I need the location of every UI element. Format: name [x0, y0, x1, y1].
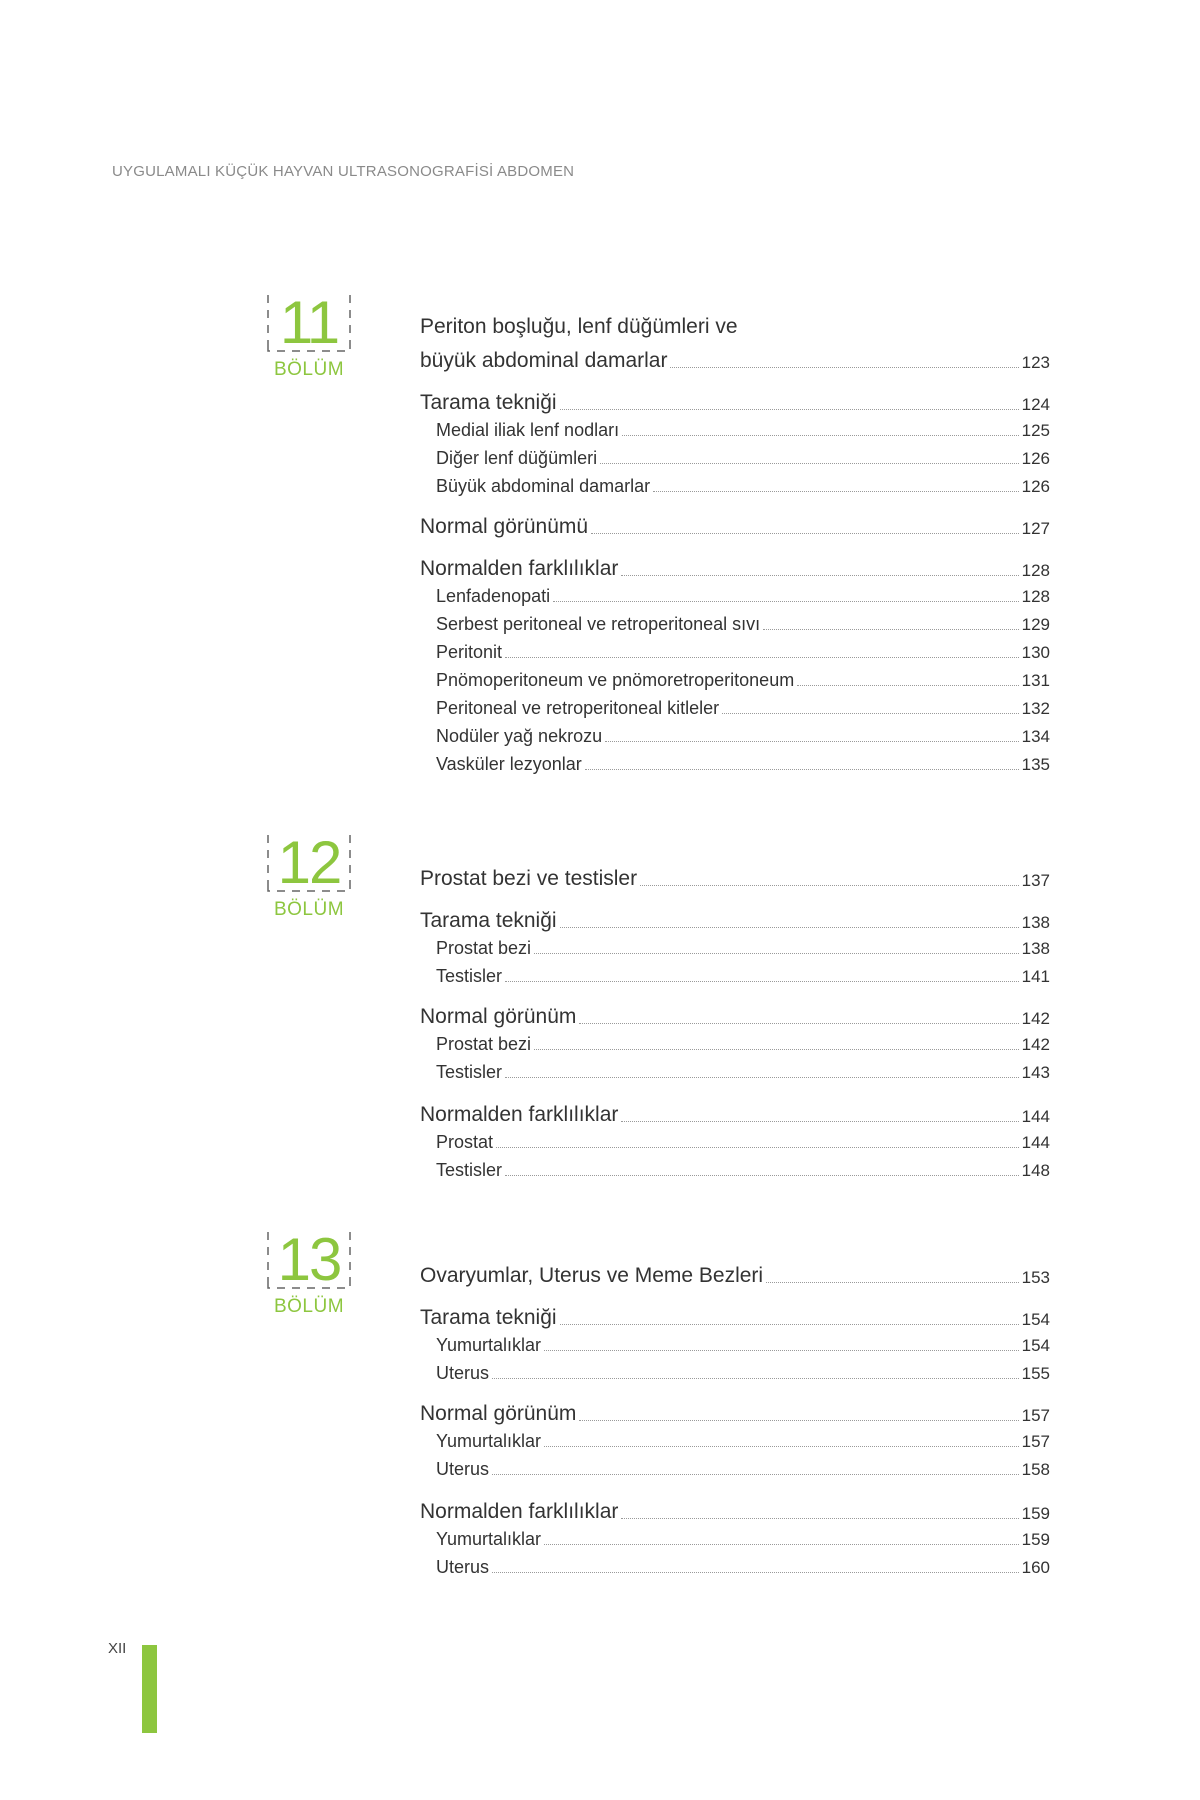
- dot-leader: [492, 1378, 1019, 1379]
- dot-leader: [600, 463, 1019, 464]
- dot-leader: [534, 1049, 1019, 1050]
- chapter-badge: [266, 1226, 352, 1317]
- chapter-number: 11: [279, 289, 339, 356]
- dot-leader: [505, 1077, 1019, 1078]
- dot-leader: [544, 1446, 1019, 1447]
- dot-leader: [763, 629, 1018, 630]
- dot-leader: [670, 367, 1018, 368]
- toc-entry[interactable]: [420, 907, 1050, 933]
- toc-entry[interactable]: [420, 347, 1050, 373]
- toc-entry-title: Medial iliak lenf nodları: [436, 420, 620, 440]
- dot-leader: [492, 1474, 1019, 1475]
- toc-entry-page: 125: [1021, 421, 1050, 440]
- toc-entry-title: Normalden farklılıklar: [420, 1103, 619, 1126]
- toc-entry-page: 142: [1021, 1009, 1050, 1028]
- dot-leader: [640, 885, 1019, 886]
- toc-entry-page: 144: [1021, 1107, 1050, 1126]
- toc-entry-page: 128: [1021, 587, 1050, 606]
- chapter-label: BÖLÜM: [273, 359, 345, 380]
- toc-entry-page: 138: [1021, 939, 1050, 958]
- toc-entry[interactable]: [420, 613, 1050, 635]
- toc-entry-page: 153: [1021, 1268, 1050, 1287]
- toc-entry[interactable]: [420, 447, 1050, 469]
- toc-entry-page: 132: [1021, 699, 1050, 718]
- running-header: UYGULAMALI KÜÇÜK HAYVAN ULTRASONOGRAFİSİ ABDOMEN: [112, 163, 575, 180]
- toc-entry[interactable]: [420, 419, 1050, 441]
- toc-entry-title: Testisler: [436, 966, 503, 986]
- toc-entry[interactable]: [420, 725, 1050, 747]
- dot-leader: [553, 601, 1019, 602]
- toc-entry-title: Ovaryumlar, Uterus ve Meme Bezleri: [420, 1264, 764, 1287]
- dot-leader: [722, 713, 1018, 714]
- toc-entry-title: Prostat bezi ve testisler: [420, 867, 638, 890]
- toc-entry-title: Yumurtalıklar: [436, 1431, 542, 1451]
- toc-entry-page: 137: [1021, 871, 1050, 890]
- toc-entry[interactable]: [420, 1033, 1050, 1055]
- toc-entry-title: Normalden farklılıklar: [420, 1500, 619, 1523]
- toc-entry-page: 128: [1021, 561, 1050, 580]
- toc-entry-page: 160: [1021, 1558, 1050, 1577]
- toc-entry-title: Tarama tekniği: [420, 1306, 557, 1329]
- toc-entry[interactable]: [420, 669, 1050, 691]
- toc-entry[interactable]: [420, 1430, 1050, 1452]
- toc-entry-title: Nodüler yağ nekrozu: [436, 726, 603, 746]
- dot-leader: [621, 575, 1018, 576]
- toc-entry[interactable]: [420, 1304, 1050, 1330]
- dot-leader: [766, 1282, 1019, 1283]
- toc-entry[interactable]: [420, 1556, 1050, 1578]
- toc-entry-page: 142: [1021, 1035, 1050, 1054]
- dot-leader: [560, 927, 1019, 928]
- toc-entry[interactable]: [420, 513, 1050, 539]
- dot-leader: [621, 1121, 1018, 1122]
- toc-entry-page: 154: [1021, 1336, 1050, 1355]
- toc-entry-page: 135: [1021, 755, 1050, 774]
- page-number: XII: [108, 1640, 127, 1657]
- dot-leader: [505, 1175, 1019, 1176]
- toc-entry-page: 143: [1021, 1063, 1050, 1082]
- toc-entry[interactable]: [420, 1528, 1050, 1550]
- toc-entry[interactable]: [420, 555, 1050, 581]
- toc-entry-page: 148: [1021, 1161, 1050, 1180]
- dot-leader: [492, 1572, 1019, 1573]
- toc-entry-page: 138: [1021, 913, 1050, 932]
- dot-leader: [605, 741, 1019, 742]
- toc-entry-title: Normal görünümü: [420, 515, 589, 538]
- toc-entry-page: 129: [1021, 615, 1050, 634]
- chapter-number: 13: [277, 1226, 341, 1293]
- toc-entry[interactable]: [420, 753, 1050, 775]
- toc-entry[interactable]: [420, 1458, 1050, 1480]
- dot-leader: [505, 657, 1019, 658]
- toc-entry-title: Vasküler lezyonlar: [436, 754, 582, 774]
- toc-entry-page: 124: [1021, 395, 1050, 414]
- toc-entry-page: 158: [1021, 1460, 1050, 1479]
- dot-leader: [544, 1544, 1019, 1545]
- toc-entry[interactable]: [420, 1101, 1050, 1127]
- toc-entry-title: Büyük abdominal damarlar: [436, 476, 651, 496]
- dot-leader: [496, 1147, 1019, 1148]
- toc-entry[interactable]: [420, 585, 1050, 607]
- toc-entry[interactable]: [420, 965, 1050, 987]
- toc-entry-page: 127: [1021, 519, 1050, 538]
- toc-entry[interactable]: [420, 1131, 1050, 1153]
- toc-entry-title: Peritonit: [436, 642, 503, 662]
- toc-entry-title: Uterus: [436, 1557, 490, 1577]
- toc-entry-title: Uterus: [436, 1363, 490, 1383]
- toc-entry[interactable]: [420, 937, 1050, 959]
- chapter-badge: [266, 829, 352, 920]
- accent-bar: [142, 1645, 157, 1733]
- toc-entry-title: Normal görünüm: [420, 1402, 577, 1425]
- toc-entry-page: 154: [1021, 1310, 1050, 1329]
- dot-leader: [585, 769, 1019, 770]
- toc-entry[interactable]: [420, 1159, 1050, 1181]
- toc-title-line[interactable]: Periton boşluğu, lenf düğümleri ve: [420, 315, 738, 338]
- toc-entry-title: Pnömoperitoneum ve pnömoretroperitoneum: [436, 670, 795, 690]
- toc-entry-title: Testisler: [436, 1160, 503, 1180]
- toc-entry[interactable]: [420, 1334, 1050, 1356]
- toc-entry-title: Normal görünüm: [420, 1005, 577, 1028]
- dot-leader: [622, 435, 1019, 436]
- toc-entry-title: Testisler: [436, 1062, 503, 1082]
- toc-entry-page: 131: [1021, 671, 1050, 690]
- dot-leader: [505, 981, 1019, 982]
- toc-entry-page: 159: [1021, 1504, 1050, 1523]
- toc-entry[interactable]: [420, 641, 1050, 663]
- dot-leader: [544, 1350, 1019, 1351]
- toc-entry[interactable]: [420, 865, 1050, 891]
- toc-entry[interactable]: [420, 697, 1050, 719]
- toc-entry-title: Lenfadenopati: [436, 586, 551, 606]
- toc-entry-page: 134: [1021, 727, 1050, 746]
- toc-entry-page: 126: [1021, 449, 1050, 468]
- chapter-label: BÖLÜM: [273, 899, 345, 920]
- toc-entry-title: Yumurtalıklar: [436, 1529, 542, 1549]
- dot-leader: [653, 491, 1019, 492]
- dot-leader: [579, 1023, 1018, 1024]
- toc-entry-page: 141: [1021, 967, 1050, 986]
- toc-entry-title: Prostat: [436, 1132, 494, 1152]
- dot-leader: [621, 1518, 1018, 1519]
- toc-entry-title: Prostat bezi: [436, 1034, 532, 1054]
- toc-entry[interactable]: [420, 1498, 1050, 1524]
- dot-leader: [591, 533, 1019, 534]
- toc-entry-title: büyük abdominal damarlar: [420, 349, 668, 372]
- toc-entry-title: Tarama tekniği: [420, 909, 557, 932]
- toc-entry-title: Serbest peritoneal ve retroperitoneal sıvı: [436, 614, 761, 634]
- toc-entry[interactable]: [420, 1400, 1050, 1426]
- dot-leader: [579, 1420, 1018, 1421]
- toc-entry-title: Prostat bezi: [436, 938, 532, 958]
- toc-entry[interactable]: [420, 475, 1050, 497]
- toc-entry-title: Yumurtalıklar: [436, 1335, 542, 1355]
- toc-entry-page: 159: [1021, 1530, 1050, 1549]
- toc-entry-page: 126: [1021, 477, 1050, 496]
- toc-entry-page: 123: [1021, 353, 1050, 372]
- toc-entry-title: Normalden farklılıklar: [420, 557, 619, 580]
- dot-leader: [560, 1324, 1019, 1325]
- toc-entry-title: Diğer lenf düğümleri: [436, 448, 598, 468]
- chapter-number: 12: [277, 829, 341, 896]
- dot-leader: [797, 685, 1018, 686]
- toc-entry-page: 144: [1021, 1133, 1050, 1152]
- chapter-badge: [266, 289, 352, 380]
- toc-entry-page: 157: [1021, 1432, 1050, 1451]
- dot-leader: [534, 953, 1019, 954]
- toc-entry[interactable]: [420, 389, 1050, 415]
- toc-entry-page: 157: [1021, 1406, 1050, 1425]
- dot-leader: [560, 409, 1019, 410]
- toc-entry-title: Peritoneal ve retroperitoneal kitleler: [436, 698, 720, 718]
- toc-entry[interactable]: [420, 1262, 1050, 1288]
- toc-entry-title: Uterus: [436, 1459, 490, 1479]
- chapter-label: BÖLÜM: [273, 1296, 345, 1317]
- toc-entry-page: 155: [1021, 1364, 1050, 1383]
- toc-entry-page: 130: [1021, 643, 1050, 662]
- toc-entry[interactable]: [420, 1061, 1050, 1083]
- toc-entry[interactable]: [420, 1362, 1050, 1384]
- toc-entry-title: Tarama tekniği: [420, 391, 557, 414]
- toc-entry[interactable]: [420, 1003, 1050, 1029]
